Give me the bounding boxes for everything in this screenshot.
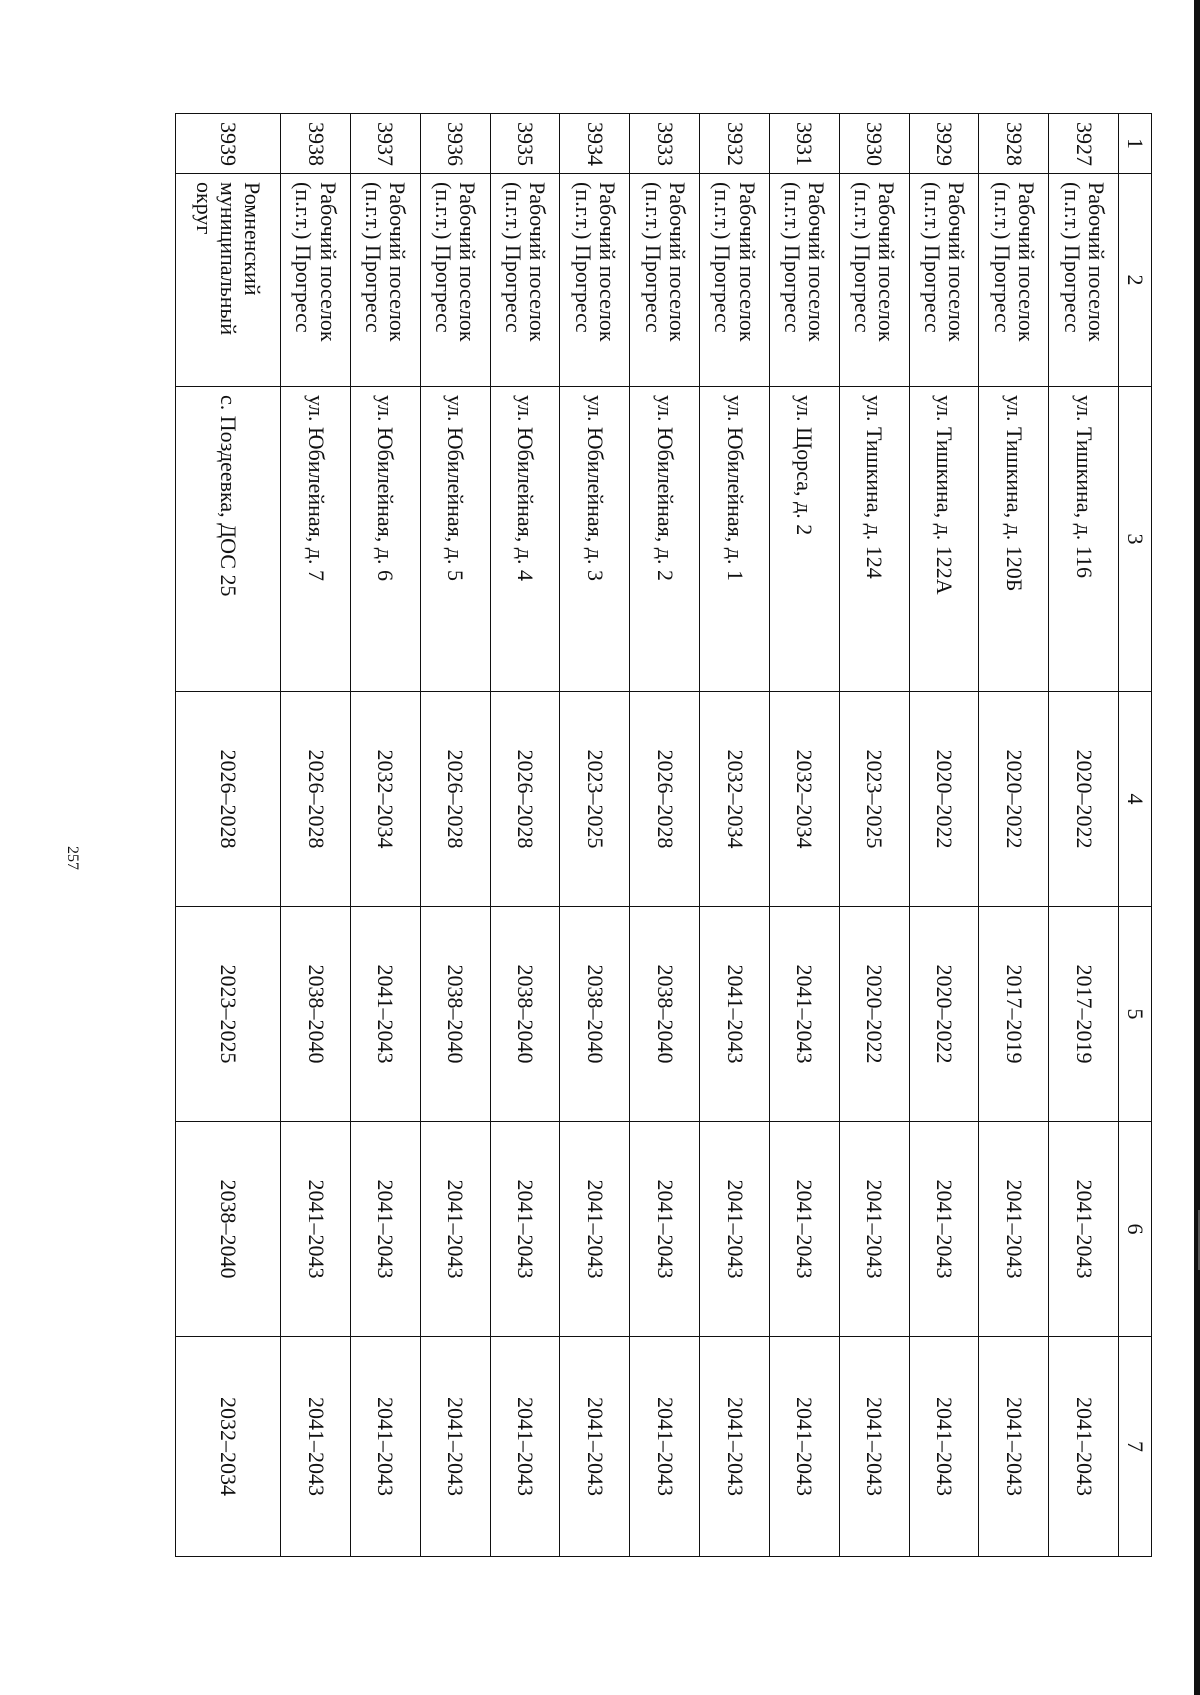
table-row [909, 114, 979, 1557]
cell-row-number: 3928 [979, 114, 1049, 174]
cell-locality: Рабочий поселок (п.г.т.) Прогресс [350, 174, 420, 387]
table-row [420, 114, 490, 1557]
cell-period-5: 2038–2040 [420, 907, 490, 1122]
cell-address: ул. Тишкина, д. 120Б [979, 387, 1049, 692]
table-row [281, 114, 351, 1557]
cell-period-4: 2032–2034 [769, 692, 839, 907]
table-row [630, 114, 700, 1557]
cell-row-number: 3930 [839, 114, 909, 174]
cell-period-6: 2041–2043 [560, 1122, 630, 1337]
cell-address: с. Поздеевка, ДОС 25 [176, 387, 281, 692]
cell-row-number: 3929 [909, 114, 979, 174]
cell-row-number: 3935 [490, 114, 560, 174]
cell-period-5: 2020–2022 [839, 907, 909, 1122]
cell-address: ул. Юбилейная, д. 7 [281, 387, 351, 692]
cell-period-7: 2041–2043 [979, 1337, 1049, 1557]
cell-period-5: 2017–2019 [979, 907, 1049, 1122]
table-body [176, 114, 1119, 1557]
cell-locality: Рабочий поселок (п.г.т.) Прогресс [909, 174, 979, 387]
cell-row-number: 3936 [420, 114, 490, 174]
col-header-2: 2 [1119, 174, 1152, 387]
cell-period-6: 2041–2043 [839, 1122, 909, 1337]
cell-period-4: 2020–2022 [979, 692, 1049, 907]
cell-locality: Рабочий поселок (п.г.т.) Прогресс [700, 174, 770, 387]
cell-period-7: 2041–2043 [1049, 1337, 1119, 1557]
cell-period-7: 2032–2034 [176, 1337, 281, 1557]
cell-period-7: 2041–2043 [839, 1337, 909, 1557]
cell-period-6: 2041–2043 [490, 1122, 560, 1337]
cell-period-7: 2041–2043 [700, 1337, 770, 1557]
cell-locality: Рабочий поселок (п.г.т.) Прогресс [560, 174, 630, 387]
cell-locality: Рабочий поселок (п.г.т.) Прогресс [420, 174, 490, 387]
cell-locality: Рабочий поселок (п.г.т.) Прогресс [979, 174, 1049, 387]
cell-period-6: 2041–2043 [700, 1122, 770, 1337]
cell-period-4: 2032–2034 [700, 692, 770, 907]
cell-address: ул. Тишкина, д. 122А [909, 387, 979, 692]
table-row [839, 114, 909, 1557]
cell-period-7: 2041–2043 [630, 1337, 700, 1557]
cell-period-7: 2041–2043 [490, 1337, 560, 1557]
cell-period-7: 2041–2043 [769, 1337, 839, 1557]
cell-period-5: 2038–2040 [490, 907, 560, 1122]
cell-period-5: 2020–2022 [909, 907, 979, 1122]
col-header-6: 6 [1119, 1122, 1152, 1337]
col-header-5: 5 [1119, 907, 1152, 1122]
table-row [700, 114, 770, 1557]
cell-period-5: 2041–2043 [769, 907, 839, 1122]
cell-address: ул. Юбилейная, д. 5 [420, 387, 490, 692]
table-row [176, 114, 281, 1557]
cell-address: ул. Юбилейная, д. 4 [490, 387, 560, 692]
col-header-7: 7 [1119, 1337, 1152, 1557]
cell-period-4: 2026–2028 [281, 692, 351, 907]
cell-period-5: 2038–2040 [630, 907, 700, 1122]
cell-period-4: 2023–2025 [560, 692, 630, 907]
cell-address: ул. Щорса, д. 2 [769, 387, 839, 692]
cell-row-number: 3934 [560, 114, 630, 174]
cell-row-number: 3931 [769, 114, 839, 174]
cell-row-number: 3937 [350, 114, 420, 174]
cell-row-number: 3933 [630, 114, 700, 174]
cell-period-7: 2041–2043 [350, 1337, 420, 1557]
cell-period-5: 2017–2019 [1049, 907, 1119, 1122]
cell-locality: Рабочий поселок (п.г.т.) Прогресс [769, 174, 839, 387]
col-header-3: 3 [1119, 387, 1152, 692]
cell-period-4: 2020–2022 [909, 692, 979, 907]
table-row [490, 114, 560, 1557]
cell-address: ул. Юбилейная, д. 1 [700, 387, 770, 692]
cell-period-4: 2026–2028 [176, 692, 281, 907]
table-row [979, 114, 1049, 1557]
cell-period-5: 2041–2043 [350, 907, 420, 1122]
page-number: 257 [64, 846, 81, 870]
cell-period-6: 2041–2043 [420, 1122, 490, 1337]
cell-period-4: 2026–2028 [630, 692, 700, 907]
cell-period-6: 2041–2043 [979, 1122, 1049, 1337]
cell-period-6: 2041–2043 [1049, 1122, 1119, 1337]
cell-address: ул. Юбилейная, д. 2 [630, 387, 700, 692]
cell-row-number: 3932 [700, 114, 770, 174]
cell-row-number: 3938 [281, 114, 351, 174]
cell-row-number: 3927 [1049, 114, 1119, 174]
cell-period-6: 2041–2043 [281, 1122, 351, 1337]
cell-period-4: 2020–2022 [1049, 692, 1119, 907]
cell-period-5: 2023–2025 [176, 907, 281, 1122]
cell-period-6: 2041–2043 [350, 1122, 420, 1337]
cell-period-7: 2041–2043 [281, 1337, 351, 1557]
cell-period-6: 2038–2040 [176, 1122, 281, 1337]
cell-period-7: 2041–2043 [420, 1337, 490, 1557]
cell-locality: Ромненский муниципальный округ [176, 174, 281, 387]
cell-period-6: 2041–2043 [909, 1122, 979, 1337]
table-row [769, 114, 839, 1557]
cell-period-6: 2041–2043 [630, 1122, 700, 1337]
cell-period-7: 2041–2043 [909, 1337, 979, 1557]
cell-locality: Рабочий поселок (п.г.т.) Прогресс [490, 174, 560, 387]
cell-locality: Рабочий поселок (п.г.т.) Прогресс [630, 174, 700, 387]
cell-address: ул. Юбилейная, д. 6 [350, 387, 420, 692]
scan-edge [1194, 0, 1200, 1695]
cell-period-7: 2041–2043 [560, 1337, 630, 1557]
table-row [1049, 114, 1119, 1557]
cell-period-5: 2038–2040 [560, 907, 630, 1122]
cell-address: ул. Тишкина, д. 124 [839, 387, 909, 692]
cell-period-4: 2026–2028 [490, 692, 560, 907]
cell-period-4: 2023–2025 [839, 692, 909, 907]
cell-period-5: 2038–2040 [281, 907, 351, 1122]
cell-row-number: 3939 [176, 114, 281, 174]
header-row [1119, 114, 1152, 1557]
cell-locality: Рабочий поселок (п.г.т.) Прогресс [1049, 174, 1119, 387]
cell-period-6: 2041–2043 [769, 1122, 839, 1337]
cell-period-4: 2026–2028 [420, 692, 490, 907]
cell-locality: Рабочий поселок (п.г.т.) Прогресс [839, 174, 909, 387]
col-header-1: 1 [1119, 114, 1152, 174]
cell-period-5: 2041–2043 [700, 907, 770, 1122]
cell-locality: Рабочий поселок (п.г.т.) Прогресс [281, 174, 351, 387]
col-header-4: 4 [1119, 692, 1152, 907]
table-row [560, 114, 630, 1557]
schedule-table [175, 113, 1152, 1557]
cell-period-4: 2032–2034 [350, 692, 420, 907]
cell-address: ул. Тишкина, д. 116 [1049, 387, 1119, 692]
rotated-table-wrapper [175, 113, 1152, 1556]
table-row [350, 114, 420, 1557]
cell-address: ул. Юбилейная, д. 3 [560, 387, 630, 692]
